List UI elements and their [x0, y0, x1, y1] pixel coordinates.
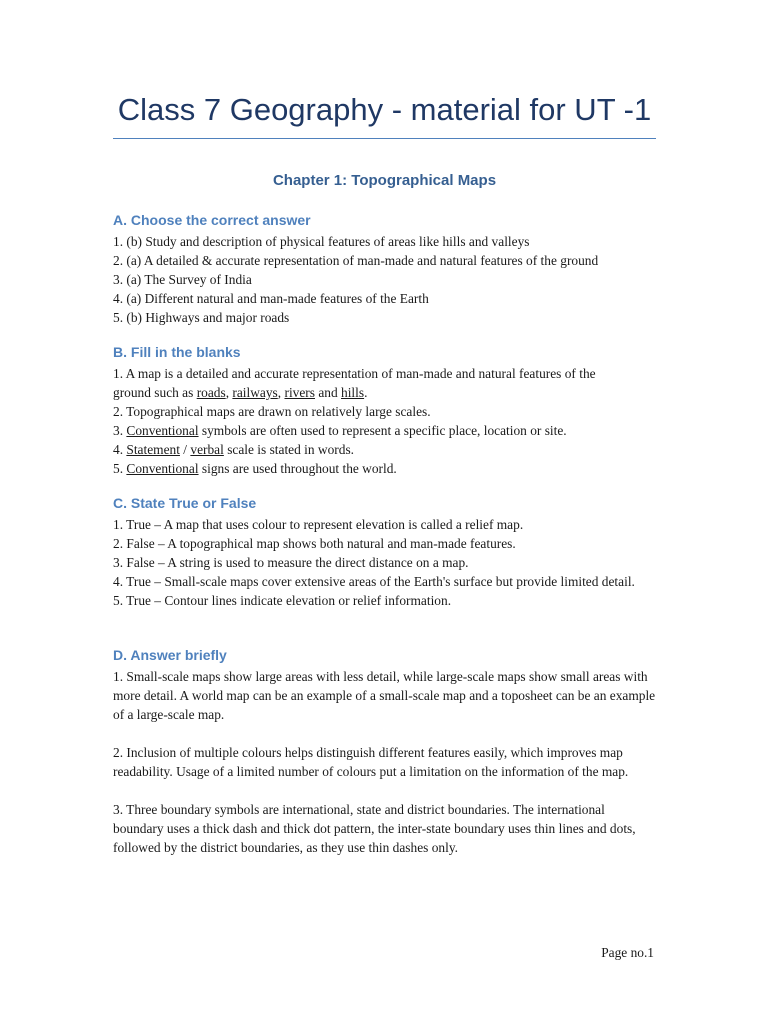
section-fill-in-the-blanks [113, 342, 658, 478]
answer-paragraph: 2. Inclusion of multiple colours helps distinguish different features easily, which improves map readability. Usage of a limited number of colours put a limitation on the information of the map. [113, 745, 629, 779]
answer-word: verbal [190, 442, 224, 457]
answer-word: railways [232, 385, 278, 400]
list-item: 1. A map is a detailed and accurate representation of man-made and natural features of the [113, 366, 596, 381]
answer-word: Conventional [126, 461, 199, 476]
text: / [179, 442, 191, 457]
list-item [113, 421, 658, 440]
chapter-heading: Chapter 1: Topographical Maps [272, 172, 497, 189]
paragraph-spacer [113, 781, 658, 800]
list-item [113, 459, 658, 478]
list-item-continuation [113, 383, 658, 402]
text: signs are used throughout the world. [198, 461, 397, 476]
list-item: 1. True – A map that uses colour to represent elevation is called a relief map. [113, 517, 524, 532]
title-divider [113, 138, 656, 139]
answer-paragraph: 1. Small-scale maps show large areas with less detail, while large-scale maps show small areas with more detail. A world map can be an example of a small-scale map and a toposheet can be an example of a large-scale map. [113, 669, 656, 722]
page-number: Page no.1 [601, 945, 654, 960]
section-heading: C. State True or False [113, 495, 257, 511]
list-item: 4. True – Small-scale maps cover extensive areas of the Earth's surface but provide limited detail. [113, 574, 635, 589]
text: scale is stated in words. [223, 442, 355, 457]
list-item [113, 440, 658, 459]
text: 3. [113, 423, 127, 438]
answer-word: roads [196, 385, 226, 400]
list-item: 2. Topographical maps are drawn on relatively large scales. [113, 404, 431, 419]
text: 4. [113, 442, 127, 457]
list-item: 3. False – A string is used to measure the direct distance on a map. [113, 555, 469, 570]
answer-paragraph: 3. Three boundary symbols are international, state and district boundaries. The international boundary uses a thick dash and thick dot pattern, the inter-state boundary uses thin lines and dots, followed by the district boundaries, as they use thin dashes only. [113, 802, 636, 855]
text: , [225, 385, 233, 400]
section-choose-correct-answer [113, 210, 658, 327]
list-item: 5. True – Contour lines indicate elevation or relief information. [113, 593, 452, 608]
text: ground such as [113, 385, 197, 400]
text: symbols are often used to represent a specific place, location or site. [198, 423, 567, 438]
section-heading: D. Answer briefly [113, 647, 227, 663]
answer-word: hills [341, 385, 365, 400]
list-item: 2. (a) A detailed & accurate representation of man-made and natural features of the ground [113, 253, 599, 268]
page-title: Class 7 Geography - material for UT -1 [117, 92, 652, 127]
text: and [314, 385, 342, 400]
text: , [277, 385, 285, 400]
text: . [364, 385, 368, 400]
list-item: 1. (b) Study and description of physical features of areas like hills and valleys [113, 234, 530, 249]
answer-word: Conventional [126, 423, 199, 438]
section-state-true-or-false [113, 493, 658, 610]
list-item: 5. (b) Highways and major roads [113, 310, 290, 325]
section-answer-briefly [113, 645, 658, 857]
list-item: 2. False – A topographical map shows both natural and man-made features. [113, 536, 516, 551]
text: 5. [113, 461, 127, 476]
section-heading: A. Choose the correct answer [113, 212, 311, 228]
section-heading: B. Fill in the blanks [113, 344, 241, 360]
answer-word: rivers [284, 385, 315, 400]
paragraph-spacer [113, 724, 658, 743]
list-item: 3. (a) The Survey of India [113, 272, 252, 287]
answer-word: Statement [126, 442, 180, 457]
list-item: 4. (a) Different natural and man-made features of the Earth [113, 291, 429, 306]
